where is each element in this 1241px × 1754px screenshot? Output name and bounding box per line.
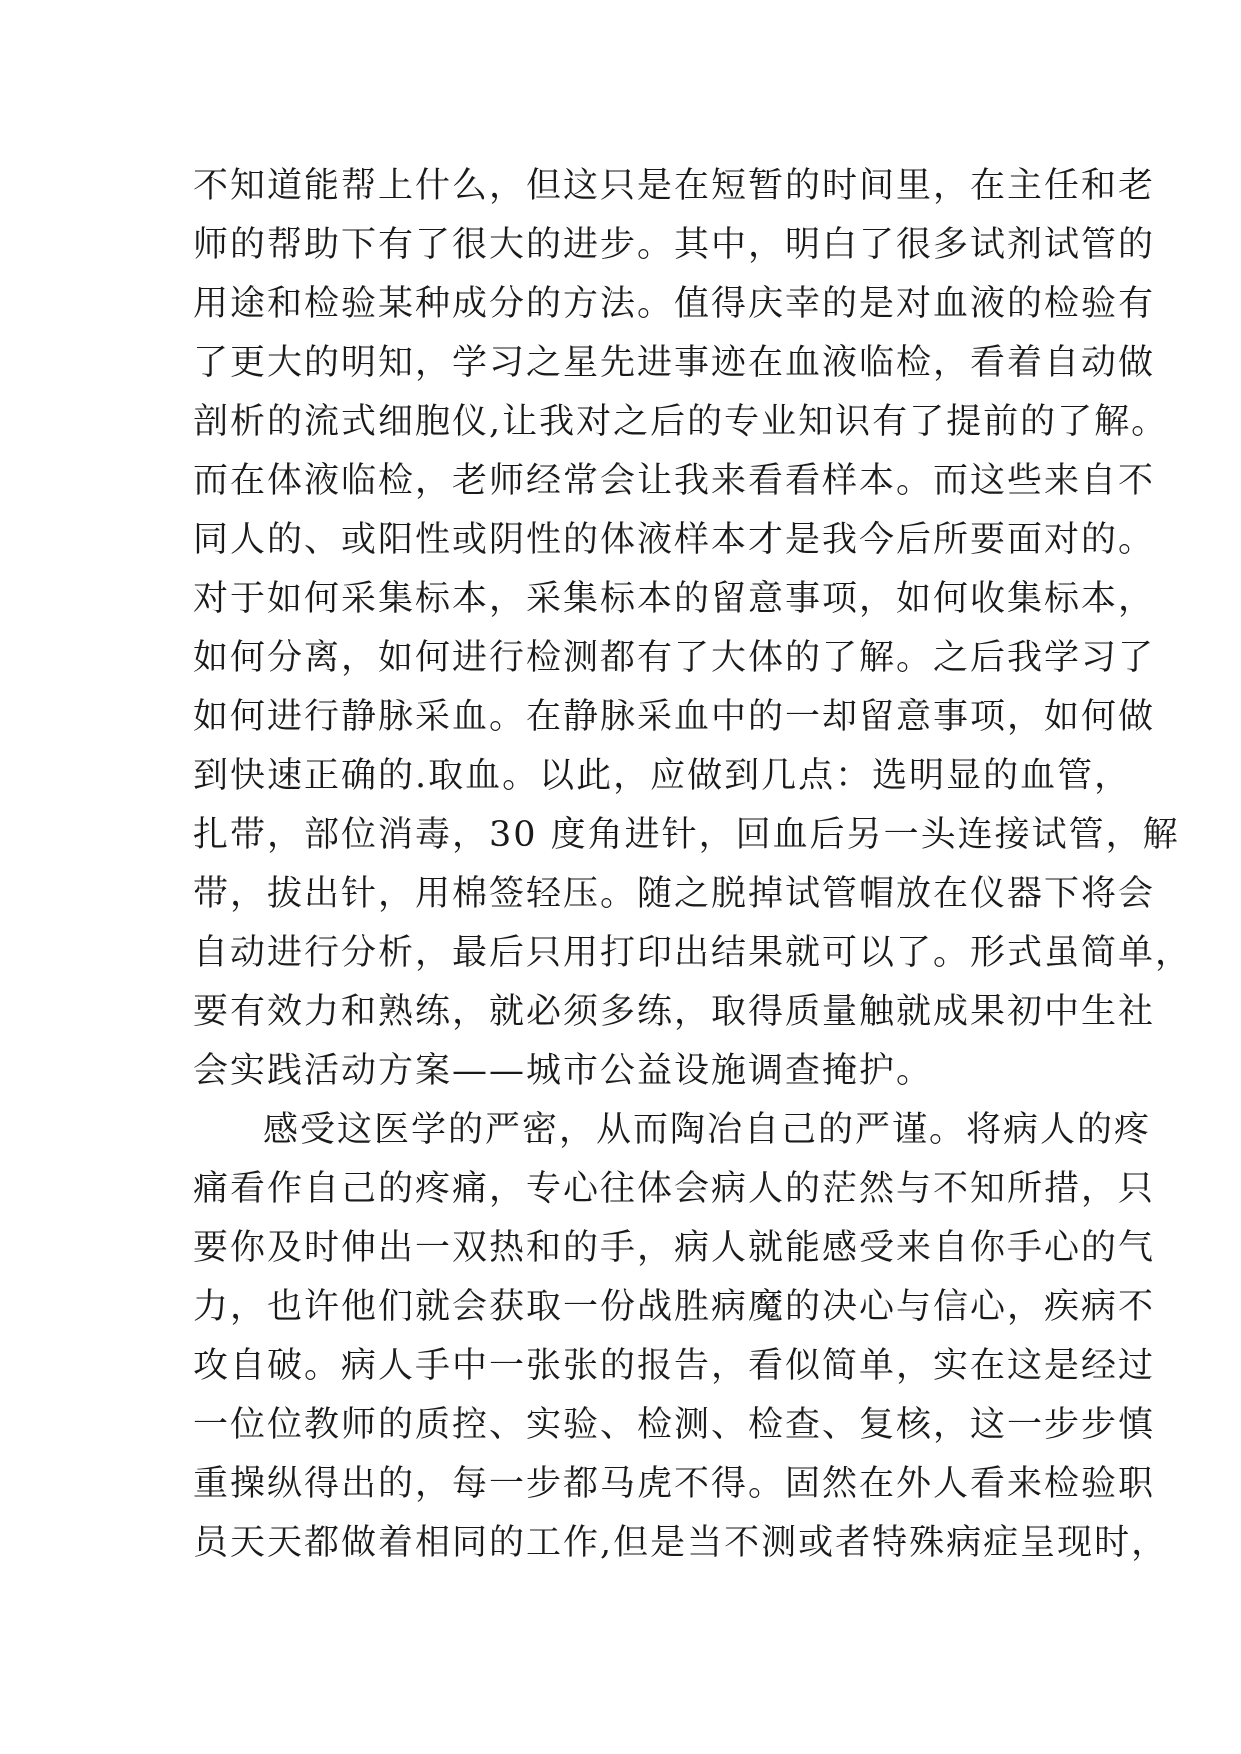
- text-line: 剖析的流式细胞仪,让我对之后的专业知识有了提前的了解。: [193, 402, 1169, 442]
- text-line: 同人的、或阳性或阴性的体液样本才是我今后所要面对的。: [193, 520, 1156, 560]
- text-line: 一位位教师的质控、实验、检测、检查、复核，这一步步慎: [193, 1405, 1156, 1445]
- text-line: 对于如何采集标本，采集标本的留意事项，如何收集标本，: [193, 579, 1156, 619]
- text-line: 而在体液临检，老师经常会让我来看看样本。而这些来自不: [193, 461, 1156, 501]
- paragraph-start-line: 感受这医学的严密，从而陶冶自己的严谨。将病人的疼: [263, 1110, 1152, 1150]
- text-line: 攻自破。病人手中一张张的报告，看似简单，实在这是经过: [193, 1346, 1156, 1386]
- text-line: 痛看作自己的疼痛，专心往体会病人的茫然与不知所措，只: [193, 1169, 1156, 1209]
- text-line: 用途和检验某种成分的方法。值得庆幸的是对血液的检验有: [193, 284, 1156, 324]
- body-text: [193, 157, 1193, 1573]
- text-line: 不知道能帮上什么，但这只是在短暂的时间里，在主任和老: [193, 166, 1156, 206]
- text-line: 要你及时伸出一双热和的手，病人就能感受来自你手心的气: [193, 1228, 1156, 1268]
- text-line: 师的帮助下有了很大的进步。其中，明白了很多试剂试管的: [193, 225, 1156, 265]
- text-line: 扎带，部位消毒，30 度角进针，回血后另一头连接试管，解: [193, 815, 1180, 855]
- text-line: 如何进行静脉采血。在静脉采血中的一却留意事项，如何做: [193, 697, 1156, 737]
- text-line: 了更大的明知，学习之星先进事迹在血液临检，看着自动做: [193, 343, 1156, 383]
- text-line: 力，也许他们就会获取一份战胜病魔的决心与信心，疾病不: [193, 1287, 1156, 1327]
- text-line: 自动进行分析，最后只用打印出结果就可以了。形式虽简单，: [193, 933, 1193, 973]
- text-line: 重操纵得出的，每一步都马虎不得。固然在外人看来检验职: [193, 1464, 1156, 1504]
- text-line: 会实践活动方案——城市公益设施调查掩护。: [193, 1051, 934, 1091]
- text-line: 带，拔出针，用棉签轻压。随之脱掉试管帽放在仪器下将会: [193, 874, 1156, 914]
- text-line: 员天天都做着相同的工作,但是当不测或者特殊病症呈现时，: [193, 1523, 1169, 1563]
- text-line: 要有效力和熟练，就必须多练，取得质量触就成果初中生社: [193, 992, 1156, 1032]
- text-line: 到快速正确的.取血。以此，应做到几点：选明显的血管，: [193, 756, 1132, 796]
- text-line: 如何分离，如何进行检测都有了大体的了解。之后我学习了: [193, 638, 1156, 678]
